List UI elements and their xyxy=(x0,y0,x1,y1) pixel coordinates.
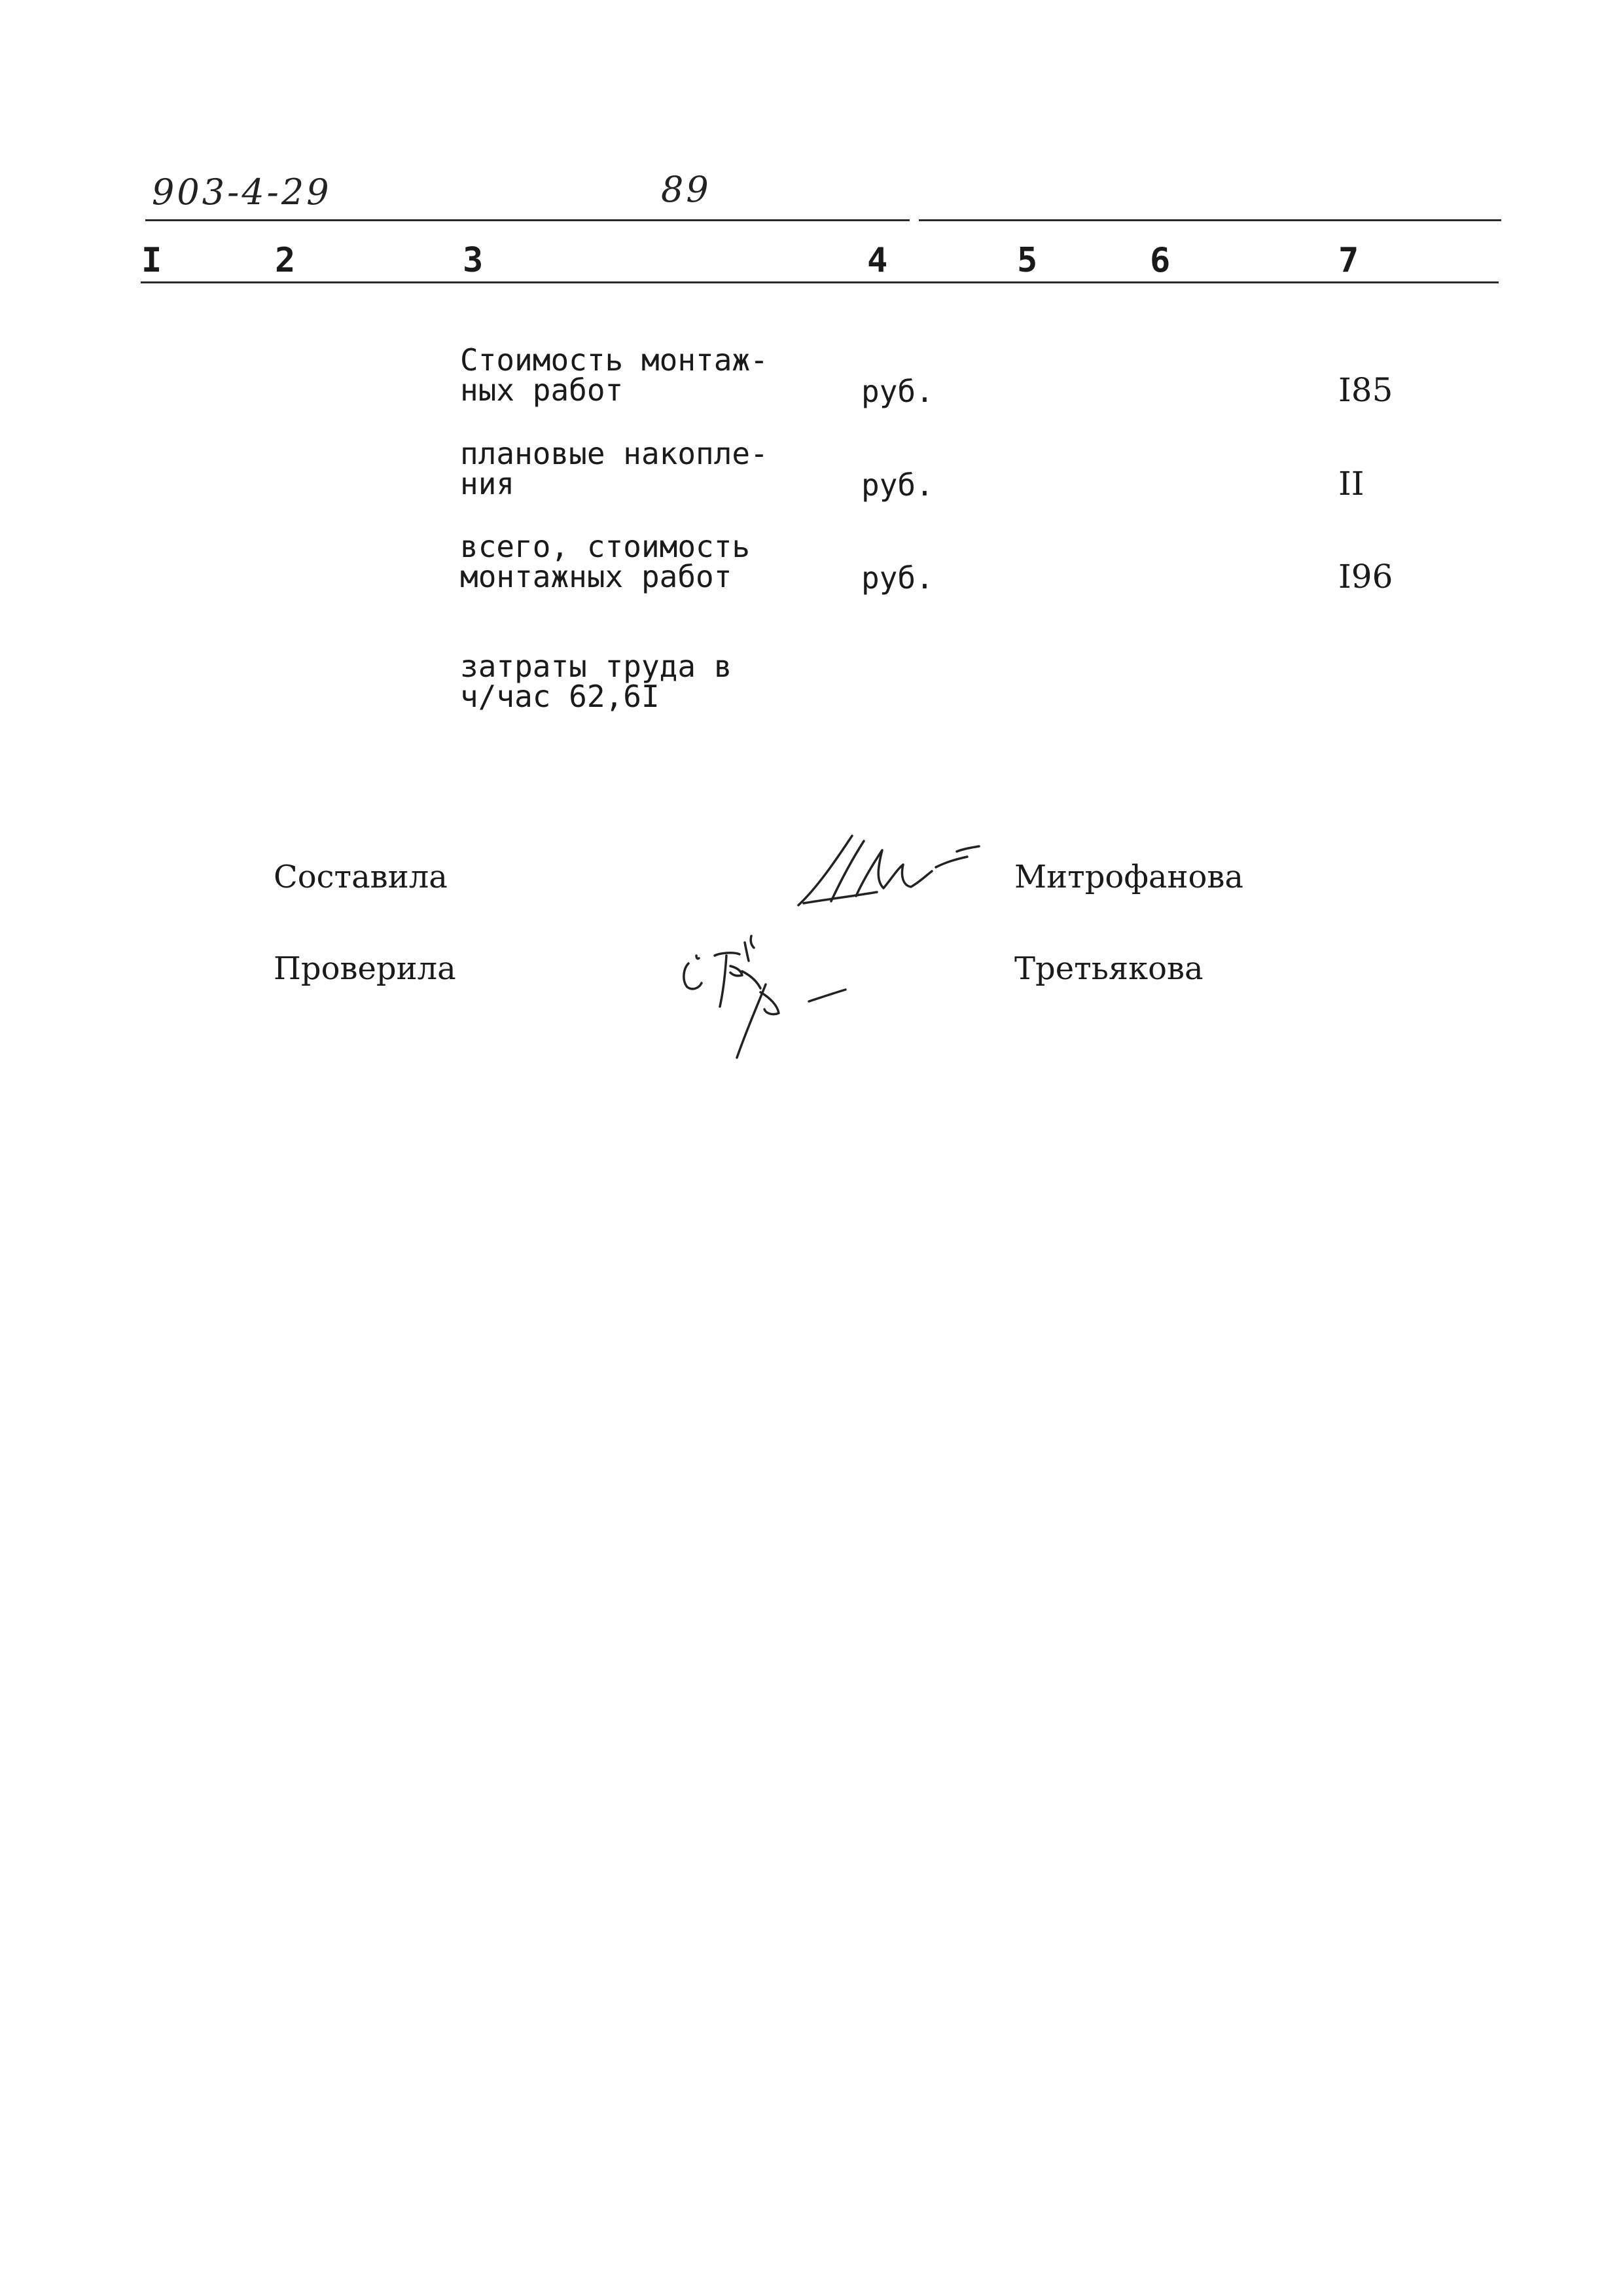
row-description: всего, стоимость монтажных работ xyxy=(460,529,751,594)
column-number-7: 7 xyxy=(1338,241,1359,280)
checker-signature xyxy=(674,929,864,1073)
row-unit: руб. xyxy=(861,467,934,503)
header-rule-right xyxy=(919,219,1501,221)
row-value: I85 xyxy=(1338,371,1393,409)
labor-note: затраты труда в ч/час 62,6I xyxy=(460,649,732,714)
compiled-by-name: Митрофанова xyxy=(1014,859,1244,895)
row-value: I96 xyxy=(1338,558,1393,596)
column-number-4: 4 xyxy=(867,241,888,280)
column-number-5: 5 xyxy=(1017,241,1038,280)
compiler-signature xyxy=(792,828,988,920)
header-rule-left xyxy=(145,219,910,221)
column-number-3: 3 xyxy=(463,241,484,280)
column-header-rule xyxy=(141,281,1499,283)
row-unit: руб. xyxy=(861,560,934,596)
row-unit: руб. xyxy=(861,374,934,409)
row-value: II xyxy=(1338,465,1364,503)
document-code: 903-4-29 xyxy=(152,171,332,213)
compiled-by-label: Составила xyxy=(274,859,448,895)
checked-by-name: Третьякова xyxy=(1014,950,1204,987)
row-description: Стоимость монтаж- ных работ xyxy=(460,342,768,408)
row-description: плановые накопле- ния xyxy=(460,436,768,501)
column-number-2: 2 xyxy=(275,241,296,280)
checked-by-label: Проверила xyxy=(274,950,456,987)
column-number-6: 6 xyxy=(1150,241,1171,280)
page-number: 89 xyxy=(661,169,711,210)
column-number-1: I xyxy=(141,241,162,280)
